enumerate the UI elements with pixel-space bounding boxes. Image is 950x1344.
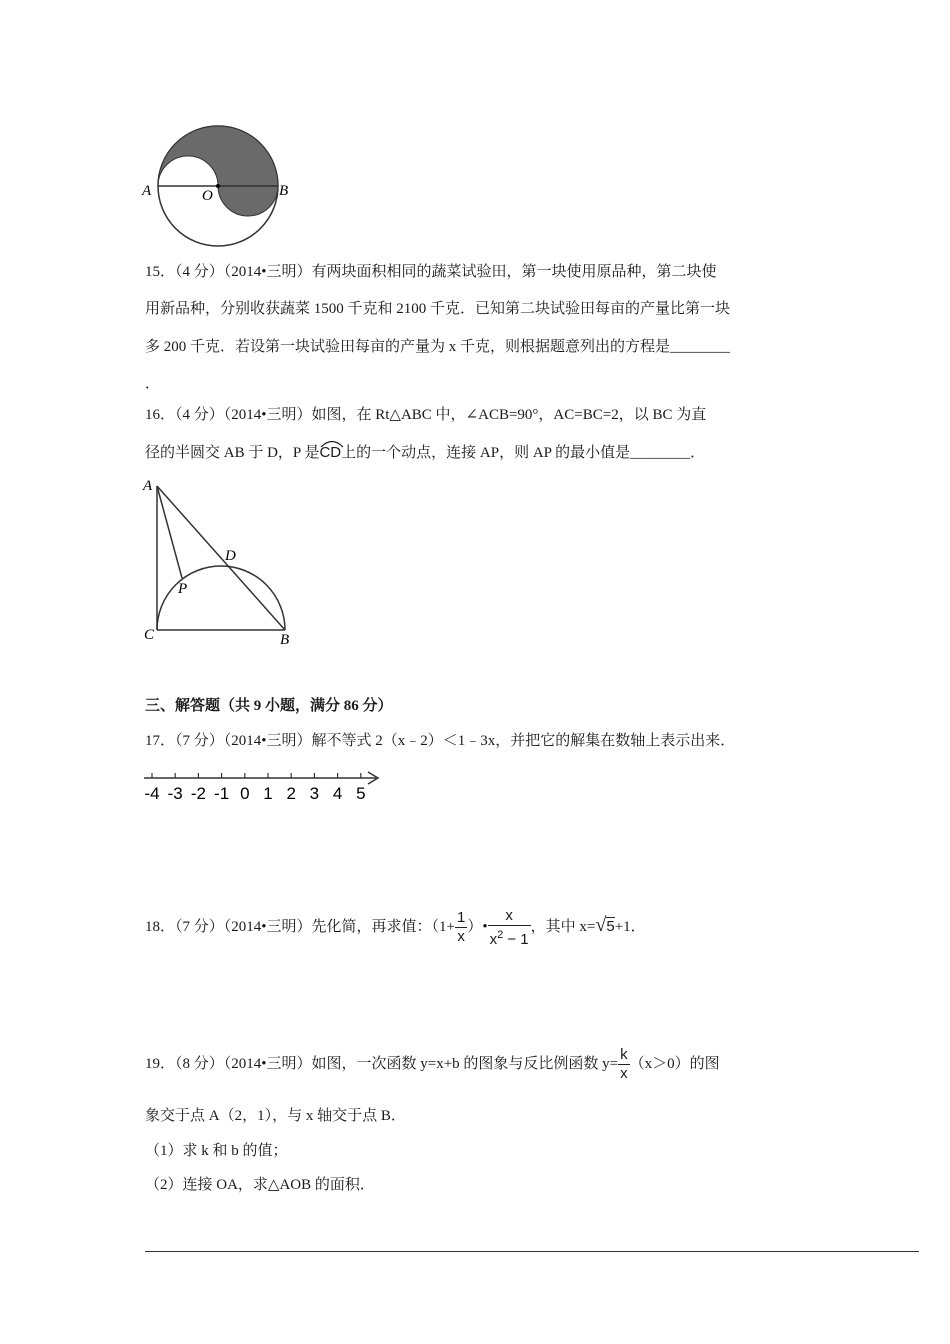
figure-q15-circle — [140, 120, 300, 250]
sqrt-sign: √ — [595, 914, 607, 936]
fig16-label-c: C — [144, 627, 155, 643]
q18-fraction-1 — [455, 909, 467, 946]
q18-line — [145, 904, 646, 949]
q19-sub2: （2）连接 OA，求△AOB 的面积． — [145, 1177, 375, 1193]
q18-post-pre: ，其中 x= — [530, 919, 596, 935]
q16-line2-pre: 径的半圆交 AB 于 D，P 是 — [145, 445, 320, 461]
label-b: B — [279, 183, 289, 199]
number-line-label: -1 — [214, 784, 230, 803]
footer-rule — [145, 1251, 919, 1252]
q19-sub1: （1）求 k 和 b 的值； — [145, 1143, 288, 1159]
number-line-label: -3 — [167, 784, 183, 803]
q18-f1-num: 1 — [456, 909, 466, 927]
q19-line2: 象交于点 A（2，1），与 x 轴交于点 B． — [145, 1108, 406, 1124]
number-line — [140, 768, 390, 808]
q19-fraction — [618, 1046, 630, 1083]
q18-mid: ）• — [467, 919, 488, 935]
q16-line1: 16．（4 分）（2014•三明）如图，在 Rt△ABC 中，∠ACB=90°，AC=BC=2，以 BC 为直 — [145, 407, 707, 423]
number-line-label: -2 — [190, 784, 206, 803]
q18-f2-num: x — [488, 907, 531, 926]
number-line-label: 4 — [332, 784, 343, 803]
arc-cd: CD — [319, 443, 341, 463]
q16-line2-post: 上的一个动点，连接 AP，则 AP 的最小值是________． — [341, 445, 706, 461]
number-line-label: 5 — [356, 784, 366, 803]
label-a: A — [142, 183, 152, 199]
number-line-label: 3 — [309, 784, 320, 803]
q15-line1: 15．（4 分）（2014•三明）有两块面积相同的蔬菜试验田，第一块使用原品种，第二块使 — [145, 264, 717, 280]
q15-line2: 用新品种，分别收获蔬菜 1500 千克和 2100 千克．已知第二块试验田每亩的产量比第一块 — [145, 301, 731, 317]
number-line-label: -4 — [144, 784, 160, 803]
fig16-label-a: A — [143, 478, 153, 494]
q19-frac-num: k — [620, 1046, 628, 1064]
number-line-label: 2 — [286, 784, 296, 803]
number-line-label: 0 — [240, 784, 250, 803]
sqrt-arg: 5 — [606, 918, 615, 935]
q16-line2 — [145, 443, 705, 463]
section3-title: 三、解答题（共 9 小题，满分 86 分） — [145, 698, 393, 714]
q18-pre: 18．（7 分）（2014•三明）先化简，再求值：（1+ — [145, 919, 455, 935]
fig16-label-b: B — [280, 632, 290, 648]
q17-text: 17．（7 分）（2014•三明）解不等式 2（x﹣2）＜1﹣3x，并把它的解集在数轴上表示出来． — [145, 733, 736, 749]
q15-line3: 多 200 千克．若设第一块试验田每亩的产量为 x 千克，则根据题意列出的方程是________ — [145, 339, 731, 355]
q19-pre: 19．（8 分）（2014•三明）如图，一次函数 y=x+b 的图象与反比例函数 y= — [145, 1056, 619, 1072]
figure-q16-triangle — [140, 474, 310, 654]
fig16-label-p: P — [178, 581, 188, 597]
q18-fraction-2 — [488, 907, 531, 949]
q19-line1 — [145, 1043, 720, 1085]
q19-post: （x＞0）的图 — [629, 1056, 720, 1072]
q18-f2-den: $x^2 - 1$ — [489, 928, 529, 948]
fig16-label-d: D — [225, 548, 236, 564]
label-o: O — [202, 188, 213, 204]
number-line-label: 1 — [263, 784, 273, 803]
q15-line4: ． — [145, 376, 161, 392]
q19-frac-den: x — [620, 1065, 628, 1083]
q18-post: +1． — [614, 919, 646, 935]
q18-f1-den: x — [457, 928, 465, 946]
